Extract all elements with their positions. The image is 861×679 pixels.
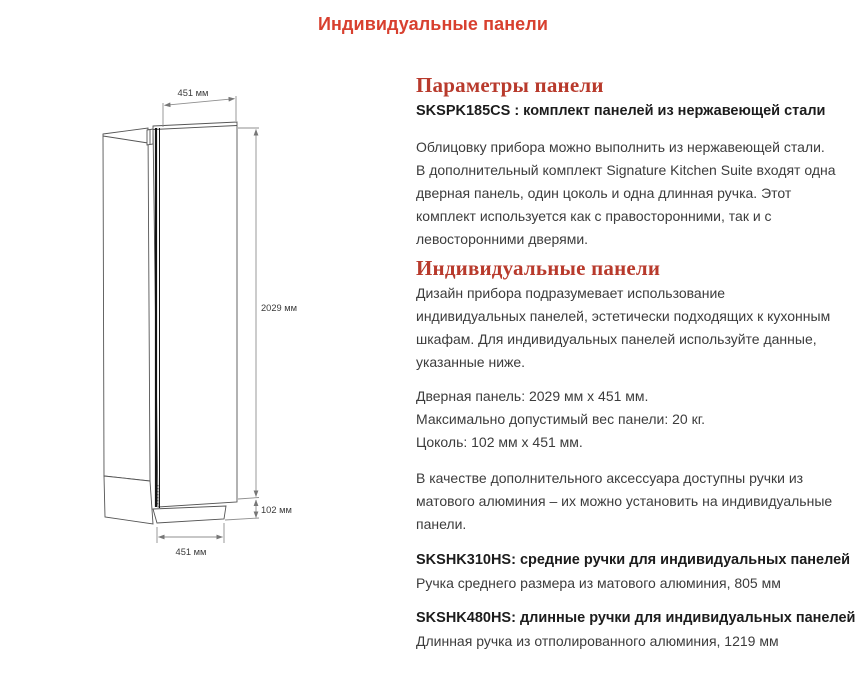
- handle-item-skshk480hs: [416, 607, 856, 652]
- door-panel-drawing: [153, 122, 237, 507]
- dimension-height: [238, 128, 259, 499]
- handle-title-skshk480hs: SKSHK480HS: длинные ручки для индивидуальных панелей: [416, 610, 856, 626]
- plinth-side-drawing: [104, 476, 153, 524]
- spec-door-panel: Дверная панель: 2029 мм x 451 мм.: [416, 388, 649, 404]
- hinge-bracket-drawing: [147, 129, 153, 145]
- paragraph-stainless-kit: Облицовку прибора можно выполнить из нержавеющей стали. В дополнительный комплект Signature Kitchen Suite входят одна дверная панель, один цоколь и одна длинная ручка. Этот комплект используется как с правосторонними, так и с левосторонними дверями.: [416, 139, 836, 247]
- spec-plinth: Цоколь: 102 мм x 451 мм.: [416, 434, 583, 450]
- dimension-plinth-height: [225, 500, 259, 520]
- handle-title-skshk310hs: SKSHK310HS: средние ручки для индивидуальных панелей: [416, 552, 851, 568]
- handle-item-skshk310hs: [416, 549, 851, 594]
- content-column: [416, 73, 856, 652]
- dimension-label-bottom-width: 451 мм: [175, 547, 207, 557]
- panel-diagram: [95, 78, 325, 570]
- section-heading-custom-panels: Индивидуальные панели: [416, 256, 661, 280]
- dimension-label-plinth-height: 102 мм: [261, 505, 292, 515]
- dimension-bottom-width: [157, 523, 224, 543]
- spec-max-weight: Максимально допустимый вес панели: 20 кг.: [416, 411, 706, 427]
- product-code-skspk185cs: SKSPK185CS : комплект панелей из нержавеющей стали: [416, 103, 826, 119]
- dimension-label-height: 2029 мм: [261, 303, 298, 313]
- section-heading-panel-parameters: Параметры панели: [416, 73, 604, 97]
- paragraph-custom-panels: Дизайн прибора подразумевает использование индивидуальных панелей, эстетически подходящих к кухонным шкафам. Для индивидуальных панелей используйте данные, указанные ниже.: [416, 285, 831, 370]
- handle-desc-skshk310hs: Ручка среднего размера из матового алюминия, 805 мм: [416, 574, 781, 591]
- panel-diagram-svg: [95, 78, 325, 570]
- handle-desc-skshk480hs: Длинная ручка из отполированного алюминия, 1219 мм: [416, 632, 779, 649]
- panel-specs-list: [416, 385, 838, 454]
- plinth-front-drawing: [153, 506, 226, 523]
- page-title: Индивидуальные панели: [318, 14, 548, 34]
- side-panel-drawing: [103, 128, 150, 481]
- paragraph-handles-accessory: В качестве дополнительного аксессуара доступны ручки из матового алюминия – их можно установить на индивидуальные панели.: [416, 470, 833, 532]
- dimension-label-top-width: 451 мм: [177, 88, 209, 98]
